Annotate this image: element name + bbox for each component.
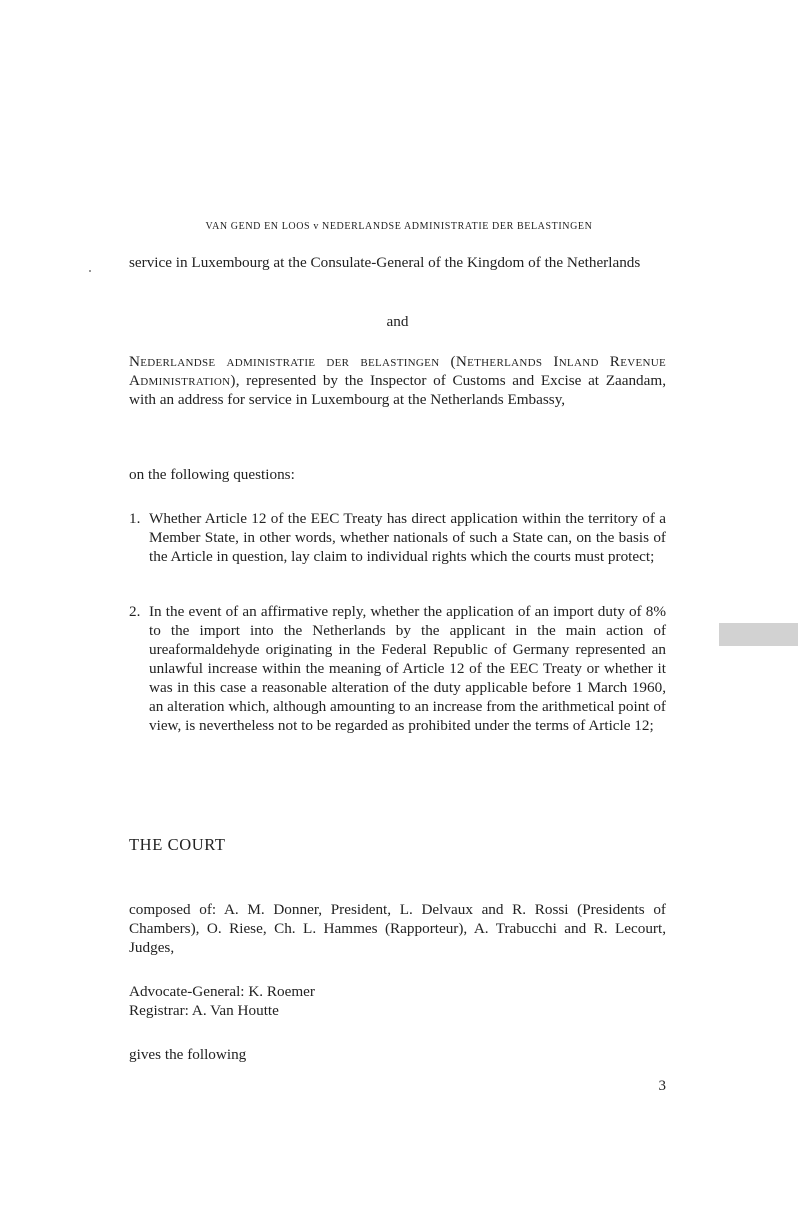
question-item bbox=[129, 602, 666, 735]
page-edge-tab bbox=[719, 623, 798, 646]
question-text: In the event of an affirmative reply, whether the application of an import duty of 8% to the import into the Netherlands by the applicant in the main action of ureaformaldehyde originating in the Federal Republic of Germany represented an unlawful increase within the meaning of Article 12 of the EEC Treaty or whether it was in this case a reasonable alteration of the duty applicable before 1 March 1960, an alteration which, although amounting to an increase from the arithmetical point of view, is nevertheless not to be regarded as prohibited under the terms of Article 12; bbox=[149, 603, 666, 734]
advocate-general-line: Advocate-General: K. Roemer bbox=[129, 983, 315, 1000]
question-text: Whether Article 12 of the EEC Treaty has direct application within the territory of a Member State, in other words, whether nationals of such a State can, on the basis of the Article in question, lay claim to individual rights which the courts must protect; bbox=[149, 510, 666, 565]
composition-paragraph: composed of: A. M. Donner, President, L. Delvaux and R. Rossi (Presidents of Chambers), O. Riese, Ch. L. Hammes (Rapporteur), A. Trabucchi and R. Lecourt, Judges, bbox=[129, 901, 666, 956]
respondent-name: Nederlandse administratie der belastingen (Netherlands Inland Revenue Administration) bbox=[129, 353, 666, 389]
question-number: 2. bbox=[129, 603, 141, 620]
questions-intro: on the following questions: bbox=[129, 466, 295, 483]
closing-line: gives the following bbox=[129, 1046, 247, 1063]
service-paragraph: service in Luxembourg at the Consulate-General of the Kingdom of the Netherlands bbox=[129, 254, 641, 271]
question-item bbox=[129, 509, 666, 566]
registrar-line: Registrar: A. Van Houtte bbox=[129, 1002, 279, 1019]
page-number: 3 bbox=[658, 1078, 666, 1094]
court-heading: THE COURT bbox=[129, 835, 226, 854]
question-number: 1. bbox=[129, 510, 141, 527]
margin-speck bbox=[89, 270, 91, 272]
respondent-details: , represented by the Inspector of Customs and Excise at Zaandam, with an address for service in Luxembourg at the Netherlands Embassy, bbox=[129, 372, 666, 408]
and-separator: and bbox=[386, 313, 409, 330]
running-head: VAN GEND EN LOOS v NEDERLANDSE ADMINISTRATIE DER BELASTINGEN bbox=[205, 221, 593, 232]
respondent-paragraph bbox=[129, 352, 666, 409]
